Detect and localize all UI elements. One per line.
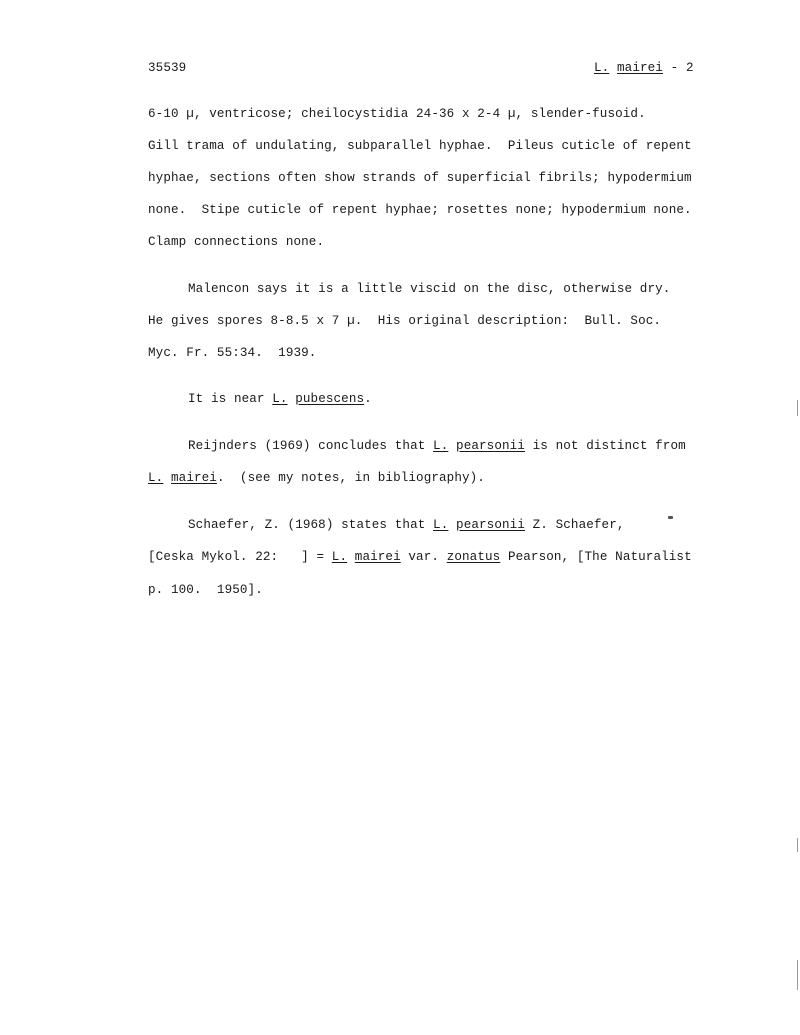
- p5-variety: zonatus: [446, 550, 501, 564]
- p5-line2: [148, 549, 692, 565]
- p5-species1: pearsonii: [456, 518, 525, 532]
- running-header: [594, 60, 694, 76]
- p5-line3: p. 100. 1950].: [148, 583, 263, 597]
- p4-post: . (see my notes, in bibliography).: [216, 471, 485, 485]
- p5-line2-post: Pearson, [The Naturalist: [500, 550, 692, 564]
- scan-speck: [668, 516, 673, 519]
- p4-genus2: L.: [148, 471, 164, 485]
- p3-genus: L.: [272, 392, 288, 406]
- scan-edge-mark: [797, 838, 798, 852]
- p5-line2-mid: var.: [400, 550, 447, 564]
- scan-edge-mark: [797, 400, 798, 416]
- p1-line4: none. Stipe cuticle of repent hyphae; rosettes none; hypodermium none.: [148, 203, 692, 217]
- p4-genus1: L.: [433, 439, 449, 453]
- p5-line2-pre: [Ceska Mykol. 22: ] =: [148, 550, 332, 564]
- p3-post: .: [364, 392, 372, 406]
- p4-line1: [188, 438, 686, 454]
- p5-post1: Z. Schaefer,: [524, 518, 625, 532]
- p4-pre: Reijnders (1969) concludes that: [188, 439, 434, 453]
- p5-genus2: L.: [331, 550, 348, 564]
- p5-species2: mairei: [354, 550, 401, 564]
- p4-species2: mairei: [171, 471, 217, 485]
- p1-line5: Clamp connections none.: [148, 235, 325, 249]
- p5-line1: [188, 517, 625, 533]
- p5-pre: Schaefer, Z. (1968) states that: [188, 518, 434, 532]
- p1-line3: hyphae, sections often show strands of superficial fibrils; hypodermium: [148, 171, 692, 185]
- p2-line1: Malencon says it is a little viscid on the disc, otherwise dry.: [188, 282, 671, 296]
- p4-mid: is not distinct from: [524, 439, 686, 453]
- scan-edge-mark: [797, 960, 798, 990]
- p2-line3: Myc. Fr. 55:34. 1939.: [148, 346, 317, 360]
- header-species: mairei: [617, 61, 663, 75]
- p3-line1: [188, 391, 372, 407]
- header-genus: L.: [594, 61, 610, 75]
- header-page-number: - 2: [670, 61, 694, 75]
- p3-pre: It is near: [188, 392, 273, 406]
- p4-line2: [148, 470, 485, 486]
- p2-line2: He gives spores 8-8.5 x 7 µ. His original description: Bull. Soc.: [148, 314, 662, 328]
- p3-species: pubescens: [295, 392, 365, 406]
- p5-genus1: L.: [433, 518, 449, 532]
- page-id: 35539: [148, 61, 187, 75]
- p4-species1: pearsonii: [456, 439, 525, 453]
- p1-line2: Gill trama of undulating, subparallel hyphae. Pileus cuticle of repent: [148, 139, 692, 153]
- p1-line1: 6-10 µ, ventricose; cheilocystidia 24-36 x 2-4 µ, slender-fusoid.: [148, 107, 646, 121]
